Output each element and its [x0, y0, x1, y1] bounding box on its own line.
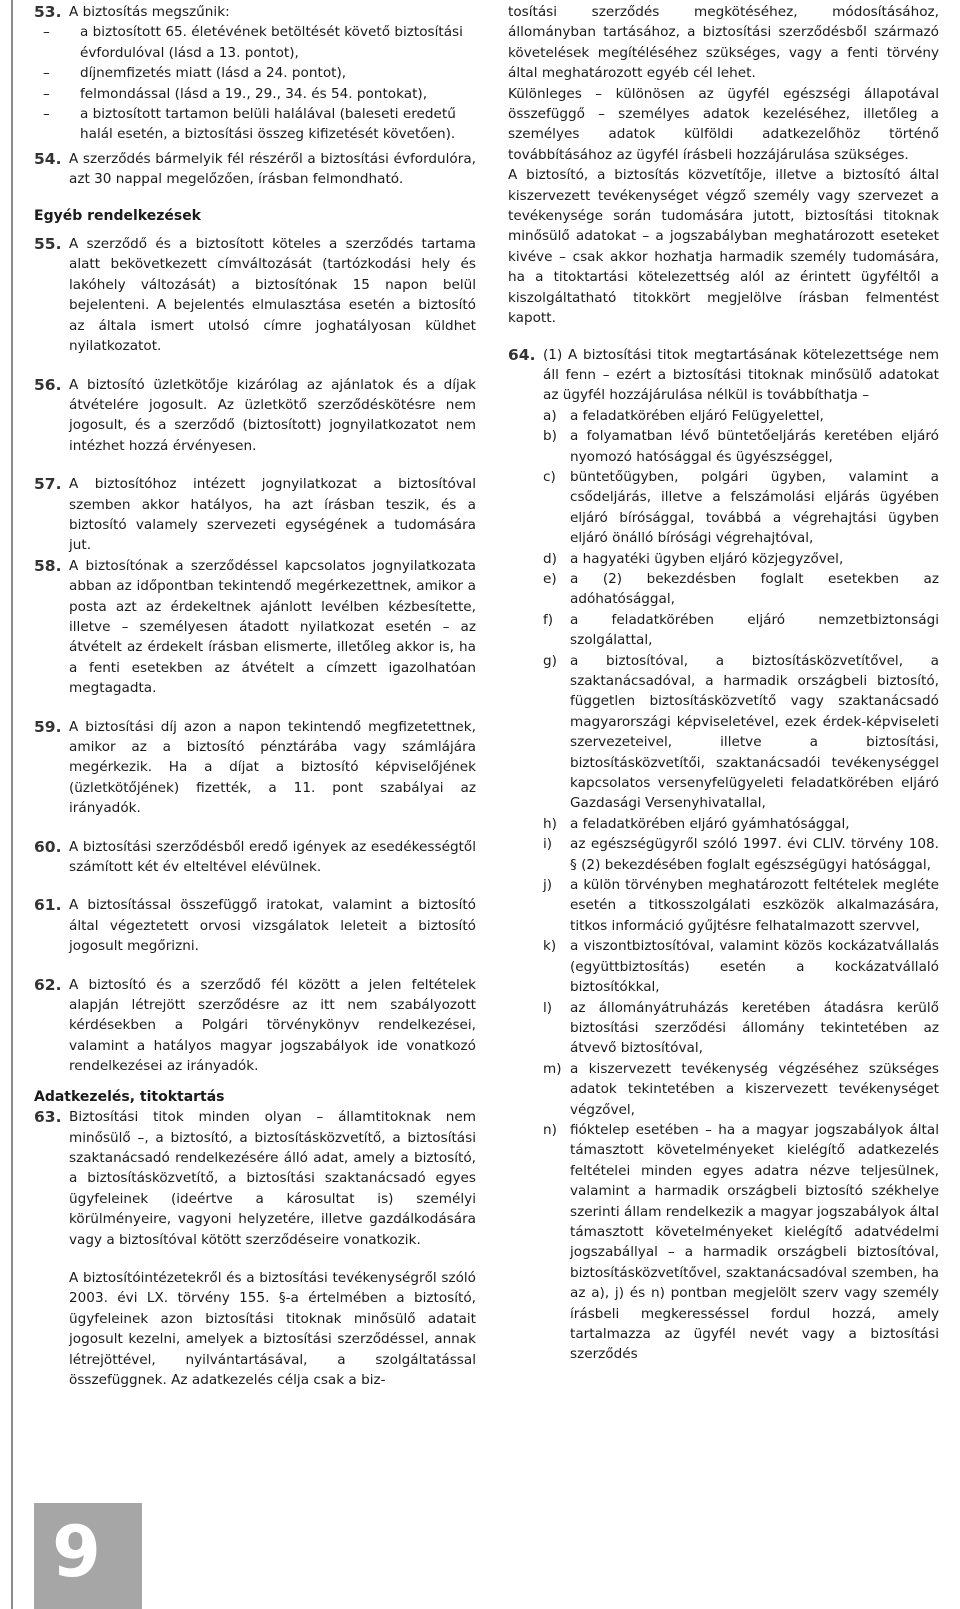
- section-text: A biztosítással összefüggő iratokat, valamint a biztosító által végeztetett orvosi vizsgálatok leleteit a biztosító jogosult megőrizni.: [69, 897, 476, 955]
- page-margin-rule: [11, 0, 13, 1609]
- section-60: [34, 837, 476, 878]
- list-label: e): [543, 570, 557, 587]
- heading-other-provisions: Egyéb rendelkezések: [34, 207, 201, 224]
- list-text: a feladatkörében eljáró gyámhatósággal,: [570, 815, 850, 832]
- list-label: j): [543, 877, 553, 894]
- list-label: l): [543, 999, 553, 1016]
- section-text: A biztosítási díj azon a napon tekintendő megfizetettnek, amikor az a biztosító pénztárába vagy számlájára megérkezik. Ha a díjat a biztosító képviselőjének (üzletkötőjének) fizették, a 11. pont szabályai az irányadók.: [69, 718, 476, 817]
- list-item: [543, 610, 939, 651]
- list-label: c): [543, 468, 556, 485]
- list-label: k): [543, 938, 557, 955]
- paragraph: tosítási szerződés megkötéséhez, módosításához, állományban tartásához, a biztosítási szerződésből származó követelések megítéléséhez szükséges, vagy a fenti törvény által meghatározott egyéb cél lehet.: [508, 4, 939, 82]
- list-item: [543, 549, 939, 569]
- section-text: A biztosítás megszűnik:: [69, 4, 230, 20]
- list-item: [543, 1120, 939, 1365]
- list-label: b): [543, 428, 557, 445]
- section-number: 56.: [34, 375, 62, 394]
- section-number: 62.: [34, 975, 62, 994]
- list-item: – a biztosított tartamon belüli halálával (baleseti eredetű halál esetén, a biztosítási összeg kifizetését követően).: [34, 104, 476, 145]
- list-item: [543, 998, 939, 1059]
- list-text: az állományátruházás keretében átadásra kerülő biztosítási szerződési állomány tekintetében az átvevő biztosítóval,: [570, 999, 939, 1057]
- section-number: 53.: [34, 3, 62, 21]
- list-item: [543, 569, 939, 610]
- page-number-tab: [34, 1503, 142, 1609]
- list-item: [543, 834, 939, 875]
- section-62: [34, 975, 476, 1077]
- list-text: a (2) bekezdésben foglalt esetekben az adóhatósággal,: [570, 570, 939, 608]
- section-55: [34, 234, 476, 356]
- page-number: 9: [52, 1511, 101, 1593]
- list-label: g): [543, 652, 557, 669]
- list-item: [543, 875, 939, 936]
- list-text: a feladatkörében eljáró Felügyelettel,: [570, 407, 824, 424]
- section-text: A biztosítónak a szerződéssel kapcsolatos jognyilatkozata abban az időpontban tekintendő megérkezettnek, amikor a posta azt az érdekeltnek ajánlott levélben kézbesítette, illetve – személyesen átadott nyilatkozat esetén – az átvételt az érdekelt írásban elismerte, illetőleg akkor is, ha a fenti esetekben az átvételt a címzett igazolhatóan megtagadta.: [69, 557, 476, 697]
- list-label: a): [543, 407, 557, 424]
- list-label: m): [543, 1060, 562, 1077]
- list-text: a feladatkörében eljáró nemzetbiztonsági szolgálattal,: [570, 611, 939, 649]
- list-label: n): [543, 1121, 557, 1138]
- section-text: Biztosítási titok minden olyan – államtitoknak nem minősülő –, a biztosító, a biztosításközvetítő, a biztosítási szaktanácsadó rendelkezésére álló adat, amely a biztosító, a biztosításközvetítő, a biztosítási szaktanácsadó egyes ügyfeleinek (ideértve a károsultat is) személyi körülményeire, vagyoni helyzetére, illetve gazdálkodására vagy a biztosítóval kötött szerződéseire vonatkozik.: [69, 1109, 476, 1248]
- section-58: [34, 556, 476, 699]
- paragraph: Különleges – különösen az ügyfél egészségi állapotával összefüggő – személyes adatok kezeléséhez, illetőleg a személyes adatok külföldi adatkezelőhöz történő továbbításához az ügyfél írásbeli hozzájárulása szükséges.: [508, 85, 939, 163]
- heading-data-handling: Adatkezelés, titoktartás: [34, 1088, 225, 1105]
- list-text: a hagyatéki ügyben eljáró közjegyzővel,: [570, 550, 844, 567]
- list-text: büntetőügyben, polgári ügyben, valamint a csődeljárás, illetve a felszámolási eljárás ügyében eljáró bírósággal, továbbá a végrehajtási ügyben eljáró önálló bírósági végrehajtóval,: [570, 468, 939, 547]
- right-column: [508, 2, 939, 1365]
- list-text: fióktelep esetében – ha a magyar jogszabályok által támasztott követelményeket kielégítő adatkezelés feltételei minden egyes adatra nézve teljesülnek, valamint a harmadik országbeli biztosító székhelye szerinti állam rendelkezik a magyar jogszabályok által támasztott követelményeket kielégítő adatvédelmi jogszabállyal – a harmadik országbeli biztosítóval, biztosításközvetítővel, szaktanácsadóval szemben, ha az a), j) és n) pontban megjelölt szerv vagy személy írásbeli megkeresséssel fordul hozzá, amely tartalmazza az ügyfél nevét vagy a biztosítási szerződés: [570, 1121, 939, 1363]
- section-61: [34, 895, 476, 956]
- list-item: [543, 467, 939, 549]
- list-label: h): [543, 815, 557, 832]
- section-56: [34, 375, 476, 457]
- section-text: A szerződés bármelyik fél részéről a biztosítási évfordulóra, azt 30 nappal megelőzően, írásban felmondható.: [69, 150, 476, 188]
- section-text: A szerződő és a biztosított köteles a szerződés tartama alatt bekövetkezett címváltozását (tartózkodási hely és lakóhely változását) a biztosítónak 15 napon belül bejelenteni. A bejelentés elmulasztása esetén a biztosító az általa ismert utolsó címre joghatályosan küldhet nyilatkozatot.: [69, 236, 476, 355]
- list-item: [543, 406, 939, 426]
- section-number: 60.: [34, 837, 62, 856]
- section-53: [34, 2, 476, 22]
- list-item: – felmondással (lásd a 19., 29., 34. és 54. pontokat),: [34, 84, 476, 104]
- section-text: A biztosítóhoz intézett jognyilatkozat a biztosítóval szemben akkor hatályos, ha azt írásban teszik, és a biztosító valamely szervezeti egységének a tudomására jut.: [69, 476, 476, 554]
- section-59: [34, 717, 476, 819]
- list-text: a kiszervezett tevékenység végzéséhez szükséges adatok tekintetében a kiszervezett tevékenységet végzővel,: [570, 1060, 939, 1118]
- list-item: [543, 1059, 939, 1120]
- section-number: 59.: [34, 717, 62, 736]
- list-text: a biztosítóval, a biztosításközvetítővel, a szaktanácsadóval, a harmadik országbeli biztosító, független biztosításközvetítő vagy szaktanácsadó magyarországi képviseletével, ezek érdek-képviseleti szervezeteivel, illetve a biztosítási, biztosításközvetítői, szaktanácsadói tevékenységgel kapcsolatos versenyfelügyeleti feladatkörében eljáró Gazdasági Versenyhivatallal,: [570, 652, 939, 812]
- section-number: 54.: [34, 149, 62, 168]
- section-number: 55.: [34, 235, 62, 254]
- section-54: [34, 149, 476, 190]
- section-number: 63.: [34, 1108, 62, 1127]
- section-number: 61.: [34, 896, 62, 915]
- section-number: 58.: [34, 556, 62, 575]
- list-label: d): [543, 550, 557, 567]
- list-text: az egészségügyről szóló 1997. évi CLIV. törvény 108. § (2) bekezdésében foglalt egészségügyi hatósággal,: [570, 836, 939, 873]
- list-item: [543, 936, 939, 997]
- section-text-2: A biztosítóintézetekről és a biztosítási tevékenységről szóló 2003. évi LX. törvény 155. §-a értelmében a biztosító, ügyfeleinek azon biztosítási titoknak minősülő adatait jogosult kezelni, amelyek a biztosítási szerződéssel, annak létrejöttével, nyilvántartásával, a szolgáltatással összefüggnek. Az adatkezelés célja csak a biz-: [69, 1269, 476, 1388]
- section-64: [508, 345, 939, 1365]
- list-label: f): [543, 611, 554, 628]
- section-text: (1) A biztosítási titok megtartásának kötelezettsége nem áll fenn – ezért a biztosítási titoknak minősülő adatokat az ügyfél hozzájárulása nélkül is továbbíthatja –: [543, 346, 939, 404]
- section-text: A biztosító üzletkötője kizárólag az ajánlatok és a díjak átvételére jogosult. Az üzletkötő szerződéskötésre nem jogosult, és a szerződő (biztosított) jognyilatkozatot nem intézhet hozzá érvényesen.: [69, 376, 476, 454]
- list-text: a külön törvényben meghatározott feltételek megléte esetén a titkosszolgálati eszközök alkalmazására, titkos információ gyűjtésre felhatalmazott szervvel,: [570, 877, 939, 934]
- left-column: [34, 2, 476, 1390]
- list-item: – a biztosított 65. életévének betöltését követő biztosítási évfordulóval (lásd a 13. pontot),: [34, 22, 476, 63]
- section-number: 64.: [508, 345, 536, 364]
- list-item: [543, 814, 939, 834]
- section-text: A biztosító és a szerződő fél között a jelen feltételek alapján létrejött szerződésre az itt nem szabályozott kérdésekben a Polgári törvénykönyv rendelkezései, valamint a hatályos magyar jogszabályok ide vonatkozó rendelkezései az irányadók.: [69, 976, 476, 1075]
- section-57: [34, 474, 476, 556]
- list-text: a viszontbiztosítóval, valamint közös kockázatvállalás (együttbiztosítás) esetén a kockázatvállaló biztosítókkal,: [570, 938, 939, 996]
- section-number: 57.: [34, 475, 62, 494]
- list-item: [543, 426, 939, 467]
- list-label: i): [543, 836, 553, 853]
- list-item: [543, 651, 939, 814]
- section-63: [34, 1107, 476, 1390]
- section-text: A biztosítási szerződésből eredő igények az esedékességtől számított két év elteltével elévülnek.: [69, 838, 476, 876]
- list-text: a folyamatban lévő büntetőeljárás keretében eljáró nyomozó hatósággal és ügyészséggel,: [570, 428, 939, 465]
- list-item: – díjnemfizetés miatt (lásd a 24. pontot),: [34, 63, 476, 83]
- paragraph: A biztosító, a biztosítás közvetítője, illetve a biztosító által kiszervezett tevékenységet végző személy vagy szervezet a tevékenysége során tudomására jutott, biztosítási titoknak minősülő adatokat – a jogszabályban meghatározott eseteket kivéve – csak akkor hozhatja harmadik személy tudomására, ha a titoktartási kötelezettség alól az érintett ügyféltől a kiszolgáltatható titokkört megjelölve írásban felmentést kapott.: [508, 167, 939, 327]
